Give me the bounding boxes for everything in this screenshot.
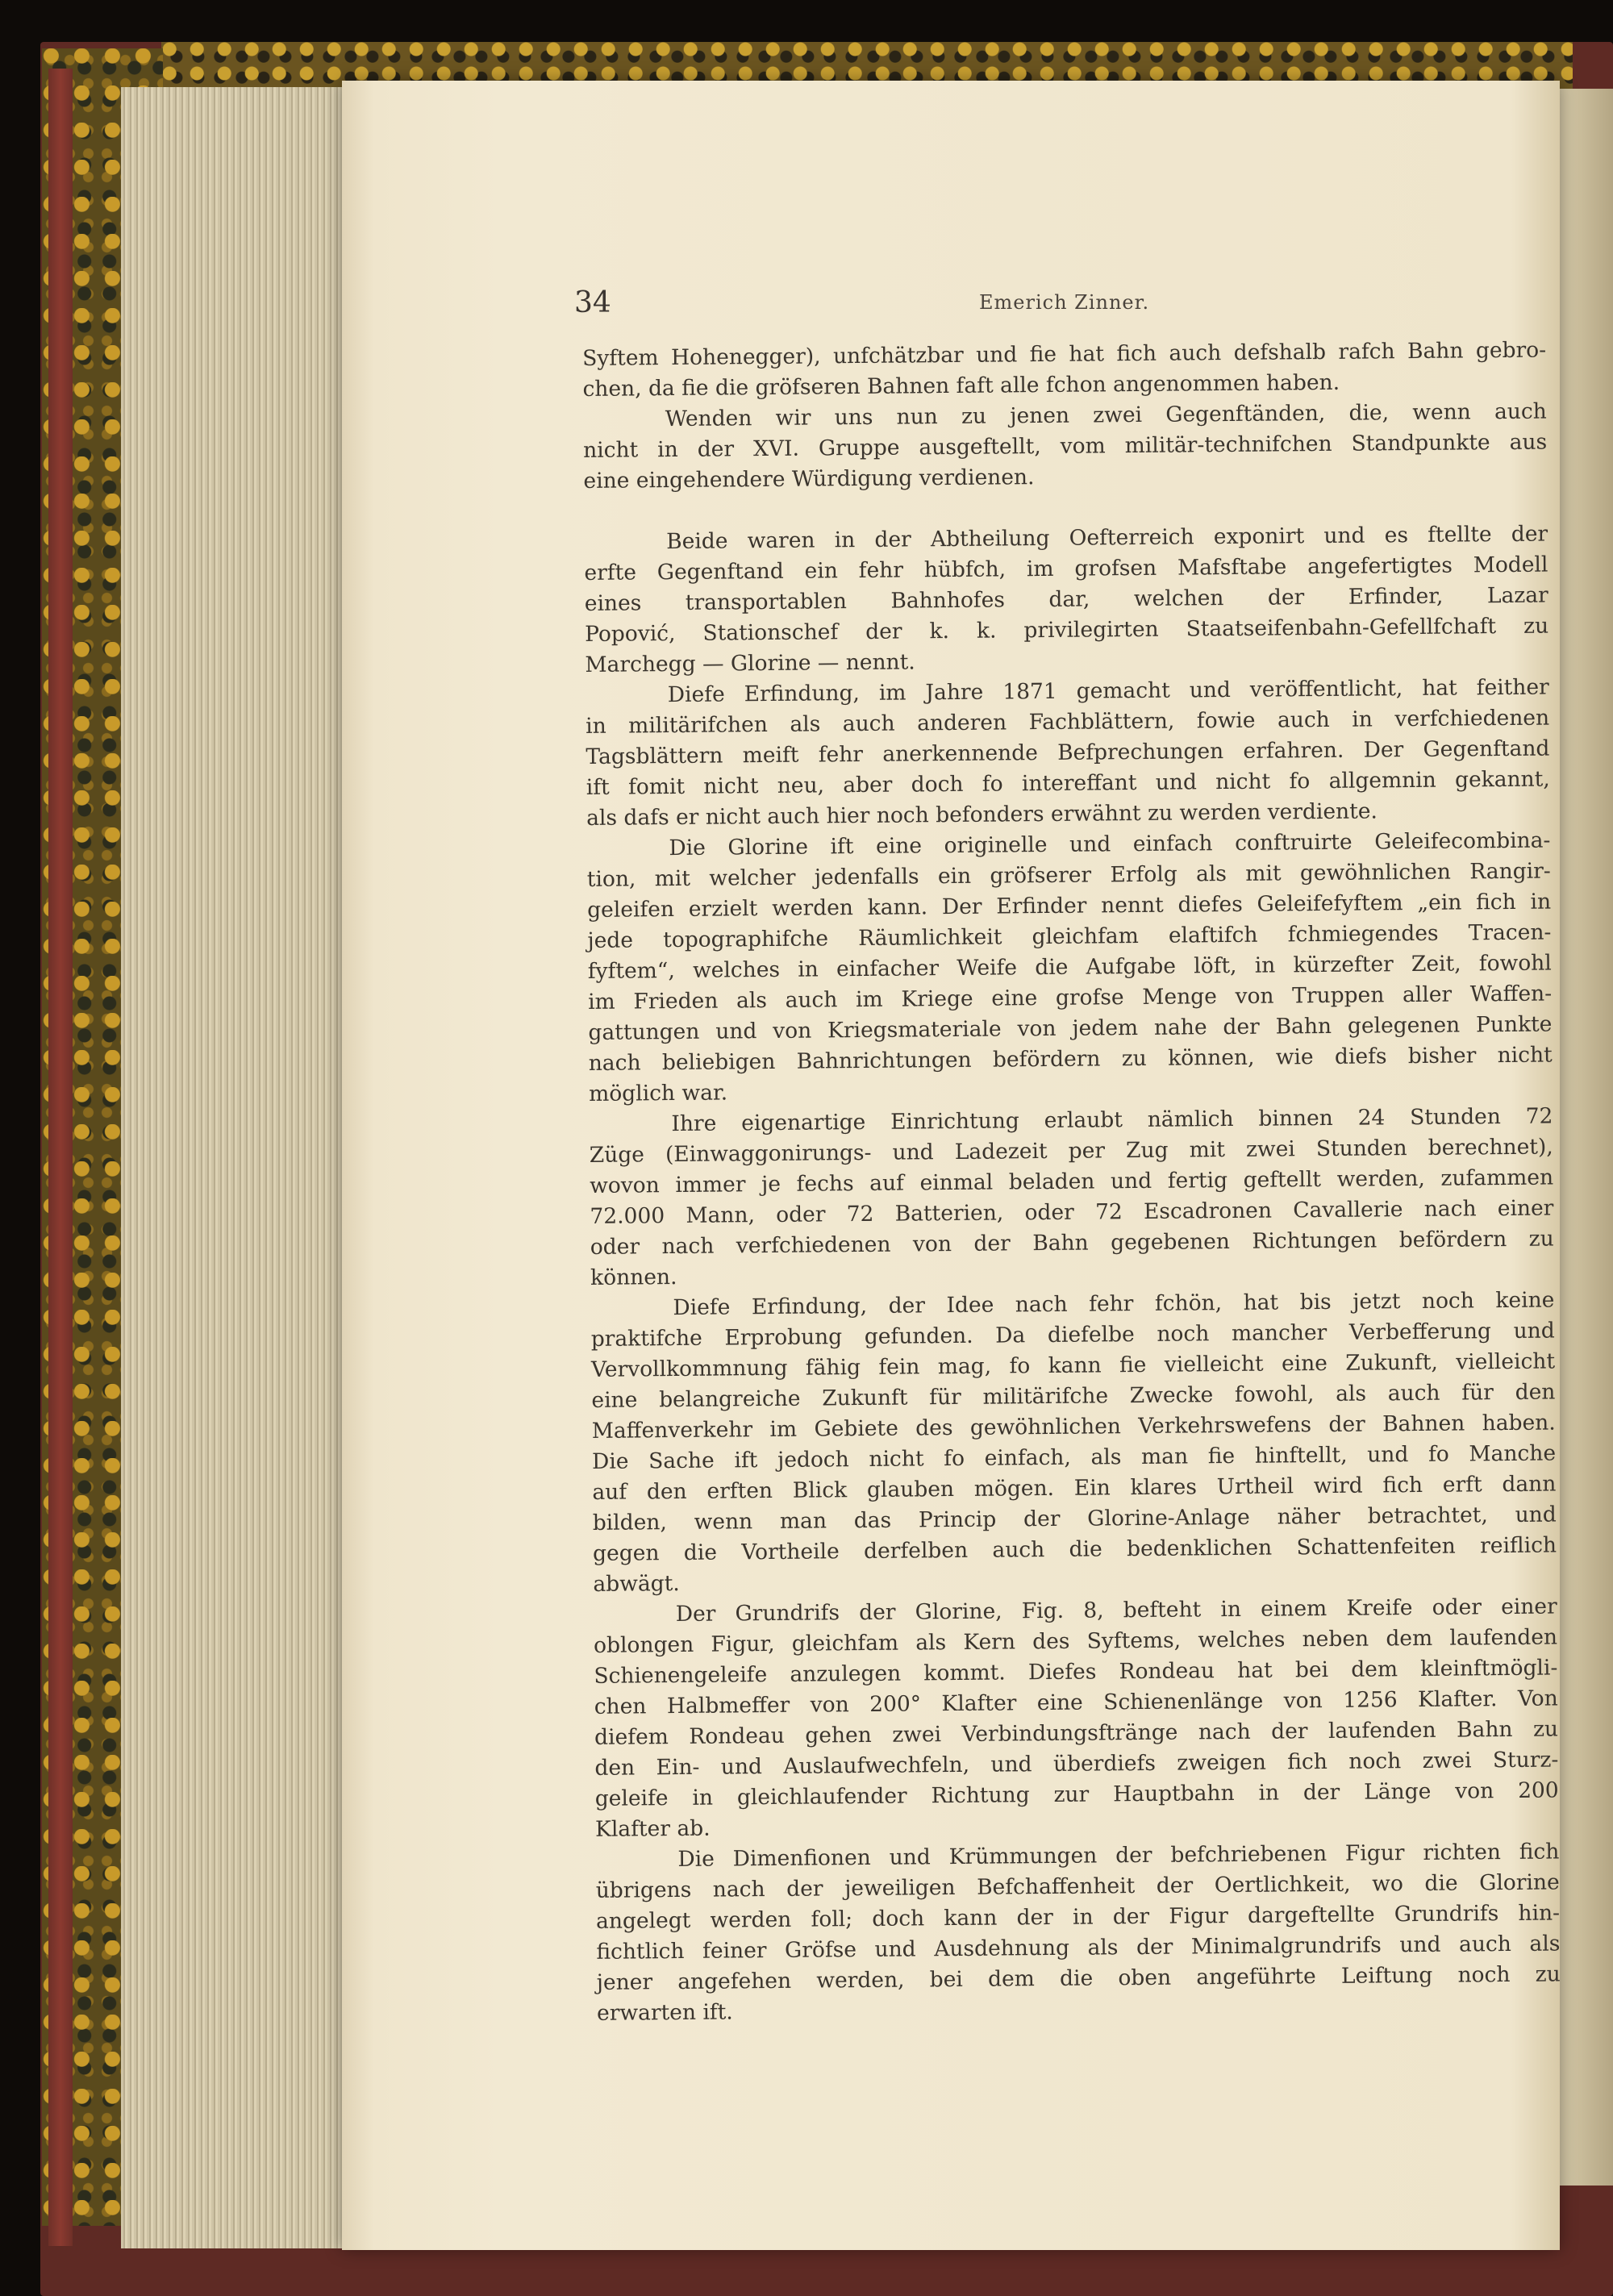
text-line: chen, da fie die gröfseren Bahnen faft alle fchon angenommen haben. bbox=[582, 369, 1340, 402]
text-line: geleifen erzielt werden kann. Der Erfinder nennt diefes Geleifefyftem „ein fich in bbox=[586, 889, 1552, 923]
text-line: auf den erften Blick glauben mögen. Ein klares Urtheil wird fich erft dann bbox=[592, 1471, 1557, 1505]
text-line: oblongen Figur, gleichfam als Kern des Syftems, welches neben dem laufenden bbox=[593, 1624, 1558, 1658]
page-number: 34 bbox=[574, 286, 611, 319]
text-line: tion, mit welcher jedenfalls ein gröfserer Erfolg als mit gewöhnlichen Rangir- bbox=[586, 858, 1551, 892]
text-line: 72.000 Mann, oder 72 Batterien, oder 72 Escadronen Cavallerie nach einer bbox=[590, 1195, 1554, 1229]
text-line: Diefe Erfindung, im Jahre 1871 gemacht und veröffentlicht, hat feither bbox=[667, 674, 1549, 708]
text-line: Die Glorine ift eine originelle und einfach conftruirte Geleifecombina- bbox=[669, 827, 1551, 861]
text-line: Schienengeleife anzulegen kommt. Diefes Rondeau hat bei dem kleinftmögli- bbox=[594, 1655, 1558, 1689]
book-spine bbox=[48, 69, 73, 2246]
text-line: als dafs er nicht auch hier noch befonders erwähnt zu werden verdiente. bbox=[586, 798, 1378, 831]
text-line: wovon immer je fechs auf einmal beladen und fertig geftellt werden, zufammen bbox=[589, 1165, 1554, 1198]
text-line: möglich war. bbox=[588, 1080, 728, 1106]
text-line: bilden, wenn man das Princip der Glorine-Anlage näher betrachtet, und bbox=[592, 1502, 1557, 1536]
text-line: eine belangreiche Zukunft für militärifche Zwecke fowohl, als auch für den bbox=[591, 1379, 1556, 1413]
text-line: geleife in gleichlaufender Richtung zur Hauptbahn in der Länge von 200 bbox=[594, 1777, 1559, 1811]
facing-page-edge bbox=[1557, 89, 1613, 2186]
text-line: in militärifchen als auch anderen Fachblättern, fowie auch in verfchiedenen bbox=[586, 705, 1550, 739]
text-line: den Ein- und Auslaufwechfeln, und überdiefs zweigen fich noch zwei Sturz- bbox=[594, 1747, 1559, 1781]
text-line: können. bbox=[590, 1265, 677, 1290]
text-line: chen Halbmeffer von 200° Klafter eine Schienenlänge von 1256 Klafter. Von bbox=[594, 1686, 1558, 1719]
text-line: ift fomit nicht neu, aber doch fo intereffant und nicht fo allgemnin gekannt, bbox=[586, 766, 1550, 800]
running-title: Emerich Zinner. bbox=[979, 291, 1150, 314]
text-line: nach beliebigen Bahnrichtungen befördern zu können, wie diefs bisher nicht bbox=[588, 1042, 1553, 1076]
text-line: fichtlich feiner Gröfse und Ausdehnung als der Minimalgrundrifs und auch als bbox=[596, 1931, 1561, 1965]
text-line: Beide waren in der Abtheilung Oefterreich exponirt und es ftellte der bbox=[666, 521, 1548, 555]
text-line: nicht in der XVI. Gruppe ausgeftellt, vom militär-technifchen Standpunkte aus bbox=[583, 429, 1548, 463]
text-line: Diefe Erfindung, der Idee nach fehr fchön, hat bis jetzt noch keine bbox=[673, 1287, 1555, 1321]
text-line: Wenden wir uns nun zu jenen zwei Gegenftänden, die, wenn auch bbox=[665, 398, 1547, 432]
text-line: Syftem Hohenegger), unfchätzbar und fie hat fich auch defshalb rafch Bahn gebro- bbox=[582, 337, 1547, 371]
text-line: oder nach verfchiedenen von der Bahn gegebenen Richtungen befördern zu bbox=[590, 1226, 1554, 1260]
page-edges bbox=[121, 87, 343, 2248]
text-line: jede topographifche Räumlichkeit gleichfam elaftifch fchmiegendes Tracen- bbox=[587, 919, 1552, 953]
text-line: eine eingehendere Würdigung verdienen. bbox=[583, 465, 1035, 494]
text-line: gattungen und von Kriegsmateriale von jedem nahe der Bahn gelegenen Punkte bbox=[588, 1011, 1553, 1045]
text-line: Der Grundrifs der Glorine, Fig. 8, befteht in einem Kreife oder einer bbox=[675, 1594, 1557, 1627]
text-line: Vervollkommnung fähig fein mag, fo kann fie vielleicht eine Zukunft, vielleicht bbox=[590, 1348, 1556, 1382]
text-line: fyftem“, welches in einfacher Weife die Aufgabe löft, in kürzefter Zeit, fowohl bbox=[587, 950, 1552, 984]
text-line: übrigens nach der jeweiligen Befchaffenheit der Oertlichkeit, wo die Glorine bbox=[595, 1869, 1560, 1903]
text-line: abwägt. bbox=[593, 1571, 680, 1597]
running-head bbox=[574, 286, 1558, 327]
text-line: Maffenverkehr im Gebiete des gewöhnlichen Verkehrswefens der Bahnen haben. bbox=[591, 1410, 1556, 1444]
text-line: Die Dimenfionen und Krümmungen der befchriebenen Figur richten fich bbox=[677, 1839, 1560, 1873]
text-line: erfte Gegenftand ein fehr hübfch, im grofsen Mafsftabe angefertigtes Modell bbox=[584, 552, 1548, 585]
text-line: Die Sache ift jedoch nicht fo einfach, als man fie hinftellt, und fo Manche bbox=[591, 1440, 1557, 1474]
text-line: jener angefehen werden, bei dem die oben angeführte Leiftung noch zu bbox=[596, 1961, 1561, 1995]
text-line: eines transportablen Bahnhofes dar, welchen der Erfinder, Lazar bbox=[584, 582, 1548, 616]
text-line: im Frieden als auch im Kriege eine grofse Menge von Truppen aller Waffen- bbox=[587, 981, 1553, 1015]
text-line: praktifche Erprobung gefunden. Da diefelbe noch mancher Verbefferung und bbox=[590, 1318, 1555, 1352]
text-line: angelegt werden foll; doch kann der in der Figur dargeftellte Grundrifs hin- bbox=[595, 1900, 1561, 1934]
text-line: Marchegg — Glorine — nennt. bbox=[585, 649, 915, 677]
text-line: Ihre eigenartige Einrichtung erlaubt nämlich binnen 24 Stunden 72 bbox=[671, 1103, 1553, 1137]
text-line: diefem Rondeau gehen zwei Verbindungsftränge nach der laufenden Bahn zu bbox=[594, 1716, 1559, 1750]
body-text bbox=[582, 335, 1561, 2029]
text-line: Popović, Stationschef der k. k. privilegirten Staatseifenbahn-Gefellfchaft zu bbox=[585, 613, 1549, 647]
text-line: gegen die Vortheile derfelben auch die bedenklichen Schattenfeiten reiflich bbox=[592, 1532, 1557, 1566]
text-line: erwarten ift. bbox=[596, 1999, 733, 2026]
text-line: Klafter ab. bbox=[594, 1815, 711, 1842]
text-line: Tagsblättern meift fehr anerkennende Befprechungen erfahren. Der Gegenftand bbox=[586, 735, 1550, 769]
text-line: Züge (Einwaggonirungs- und Ladezeit per Zug mit zwei Stunden berechnet), bbox=[589, 1134, 1553, 1168]
